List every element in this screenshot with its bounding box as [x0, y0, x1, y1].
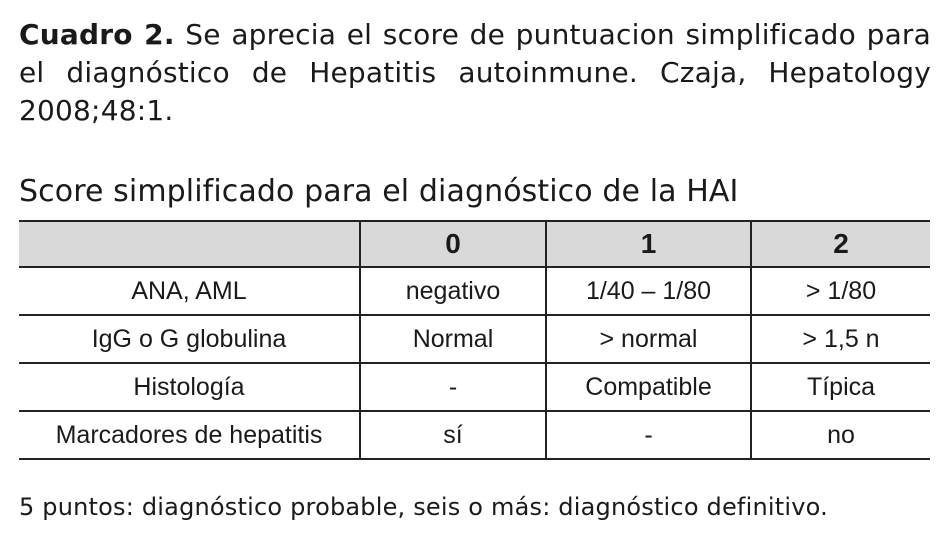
- header-cell-score-0: 0: [360, 221, 546, 267]
- table-row: [19, 267, 930, 315]
- score-table: [19, 220, 930, 460]
- table-cell: > normal: [546, 315, 751, 363]
- table-cell: > 1/80: [751, 267, 930, 315]
- caption-label: Cuadro 2.: [19, 18, 175, 51]
- table-cell: Compatible: [546, 363, 751, 411]
- table-cell: -: [360, 363, 546, 411]
- figure-caption: [19, 16, 931, 130]
- table-header-row: [19, 221, 930, 267]
- table-cell: Normal: [360, 315, 546, 363]
- caption-text: Se aprecia el score de puntuacion simplificado para el diagnóstico de Hepatitis autoinmune. Czaja, Hepatology 2008;48:1.: [19, 18, 931, 127]
- header-cell-blank: [19, 221, 360, 267]
- table-title: Score simplificado para el diagnóstico de la HAI: [19, 174, 739, 209]
- table-cell: 1/40 – 1/80: [546, 267, 751, 315]
- table-footnote: 5 puntos: diagnóstico probable, seis o más: diagnóstico definitivo.: [19, 493, 828, 521]
- table-cell: > 1,5 n: [751, 315, 930, 363]
- table-cell: negativo: [360, 267, 546, 315]
- table-cell: Típica: [751, 363, 930, 411]
- header-cell-score-2: 2: [751, 221, 930, 267]
- table-row: [19, 315, 930, 363]
- table-cell: sí: [360, 411, 546, 459]
- table-cell: -: [546, 411, 751, 459]
- table-row: [19, 411, 930, 459]
- row-label: IgG o G globulina: [19, 315, 360, 363]
- table-cell: no: [751, 411, 930, 459]
- row-label: Marcadores de hepatitis: [19, 411, 360, 459]
- row-label: Histología: [19, 363, 360, 411]
- header-cell-score-1: 1: [546, 221, 751, 267]
- table-row: [19, 363, 930, 411]
- row-label: ANA, AML: [19, 267, 360, 315]
